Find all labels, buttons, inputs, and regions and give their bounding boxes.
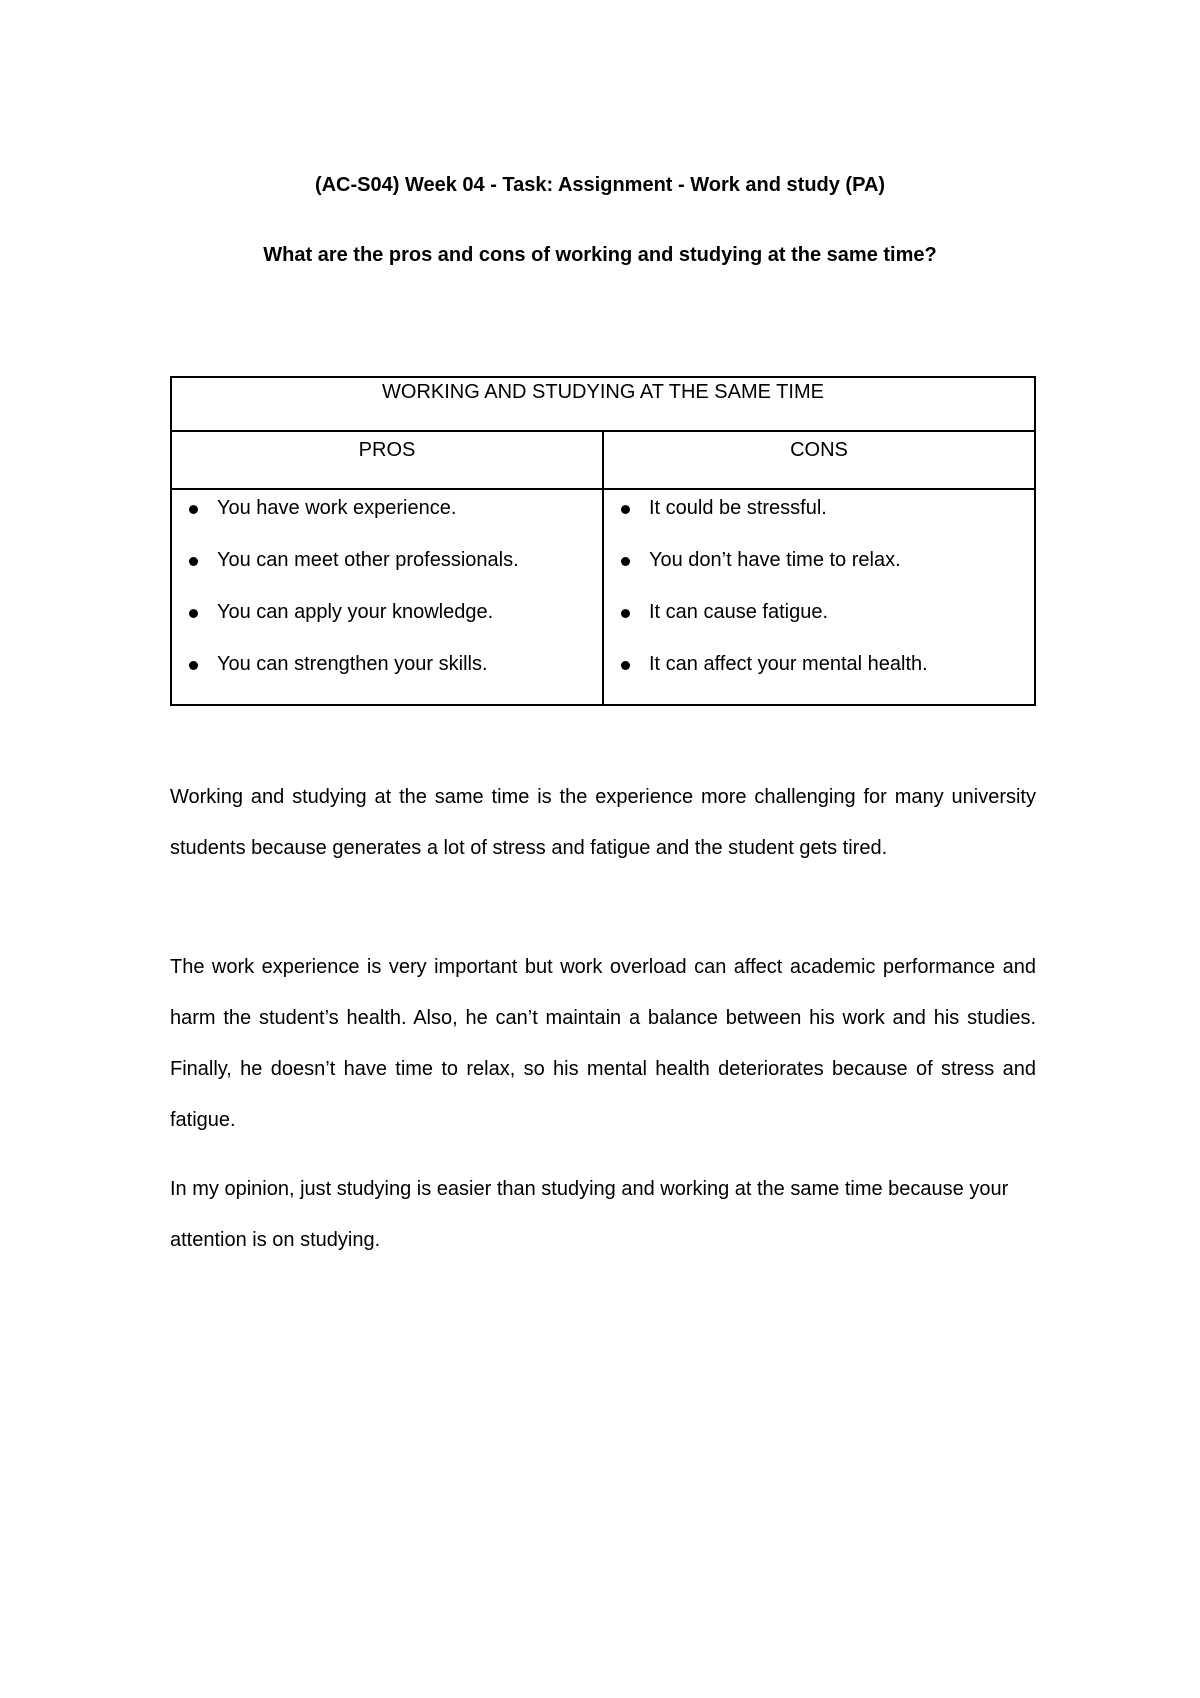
cons-item-text: It could be stressful. — [649, 497, 827, 519]
pros-list — [172, 494, 602, 702]
bullet-icon — [189, 505, 198, 514]
list-item — [172, 650, 602, 702]
list-item — [604, 598, 1034, 650]
bullet-icon — [621, 505, 630, 514]
list-item — [604, 650, 1034, 702]
pros-header: PROS — [171, 431, 603, 489]
list-item — [172, 598, 602, 650]
pros-item-text: You can strengthen your skills. — [217, 653, 488, 675]
pros-cell — [171, 489, 603, 705]
body-paragraph-analysis: The work experience is very important but work overload can affect academic performance and harm the student’s health. Also, he can’t maintain a balance between his work and his studies. Finally, he doesn’t have time to relax, so his mental health deteriorates because of stress and fatigue. — [170, 956, 1036, 1131]
cons-header: CONS — [603, 431, 1035, 489]
list-item — [172, 494, 602, 546]
pros-item-text: You can meet other professionals. — [217, 549, 519, 571]
cons-item-text: You don’t have time to relax. — [649, 549, 901, 571]
cons-item-text: It can cause fatigue. — [649, 601, 829, 623]
document-question: What are the pros and cons of working and studying at the same time? — [263, 244, 937, 266]
list-item — [604, 494, 1034, 546]
body-paragraph-intro: Working and studying at the same time is the experience more challenging for many university students because generates a lot of stress and fatigue and the student gets tired. — [170, 786, 1036, 859]
bullet-icon — [621, 661, 630, 670]
bullet-icon — [621, 609, 630, 618]
pros-cons-table — [170, 376, 1036, 706]
table-header: WORKING AND STUDYING AT THE SAME TIME — [171, 377, 1035, 431]
bullet-icon — [189, 609, 198, 618]
pros-item-text: You have work experience. — [217, 497, 457, 519]
pros-item-text: You can apply your knowledge. — [217, 601, 494, 623]
body-paragraph-opinion: In my opinion, just studying is easier than studying and working at the same time because your attention is on studying. — [170, 1178, 1009, 1251]
document-title: (AC-S04) Week 04 - Task: Assignment - Work and study (PA) — [314, 174, 886, 196]
cons-cell — [603, 489, 1035, 705]
list-item — [604, 546, 1034, 598]
cons-list — [604, 494, 1034, 702]
cons-item-text: It can affect your mental health. — [649, 653, 928, 675]
list-item — [172, 546, 602, 598]
bullet-icon — [189, 661, 198, 670]
bullet-icon — [621, 557, 630, 566]
bullet-icon — [189, 557, 198, 566]
